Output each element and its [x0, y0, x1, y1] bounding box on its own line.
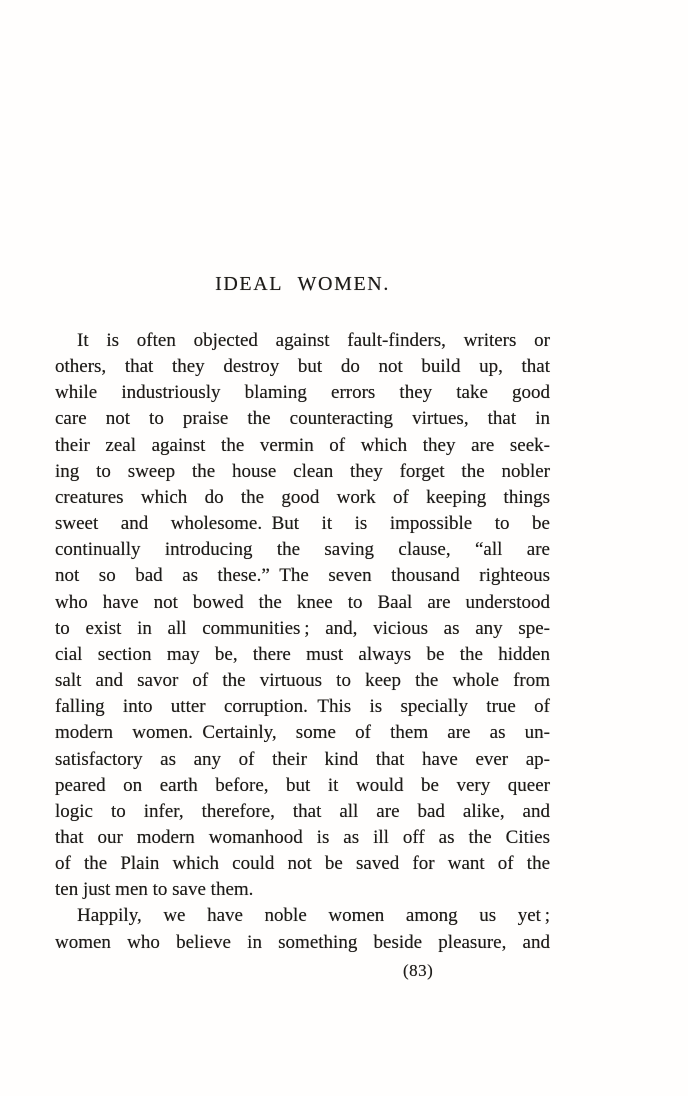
text-line: who have not bowed the knee to Baal are understood [55, 591, 550, 613]
text-line: of the Plain which could not be saved for want of the [55, 853, 550, 875]
page-body [55, 328, 550, 956]
text-line: Happily, we have noble women among us yet ; [77, 905, 550, 927]
text-line: others, that they destroy but do not build up, that [55, 356, 550, 378]
text-line: logic to infer, therefore, that all are bad alike, and [55, 800, 550, 822]
text-line: that our modern womanhood is as ill off as the Cities [55, 826, 550, 848]
text-line: women who believe in something beside pleasure, and [55, 931, 550, 953]
text-line: modern women. Certainly, some of them are as un- [55, 722, 550, 744]
text-line: while industriously blaming errors they take good [55, 382, 550, 404]
text-line: creatures which do the good work of keeping things [55, 486, 550, 508]
text-line: peared on earth before, but it would be very queer [55, 774, 550, 796]
text-line: their zeal against the vermin of which they are seek- [55, 434, 550, 456]
text-line: care not to praise the counteracting virtues, that in [55, 408, 550, 430]
text-line: ing to sweep the house clean they forget the nobler [55, 460, 550, 482]
text-line: to exist in all communities ; and, vicious as any spe- [55, 617, 550, 639]
text-line: sweet and wholesome. But it is impossible to be [55, 513, 550, 535]
text-line: ten just men to save them. [55, 879, 254, 901]
page-number: (83) [403, 961, 434, 980]
text-line: satisfactory as any of their kind that have ever ap- [55, 748, 550, 770]
text-line: cial section may be, there must always be the hidden [55, 643, 550, 665]
text-line: salt and savor of the virtuous to keep the whole from [55, 670, 550, 692]
page-title: IDEAL WOMEN. [215, 273, 390, 295]
text-line: continually introducing the saving clause, “all are [55, 539, 550, 561]
text-line: falling into utter corruption. This is specially true of [55, 696, 550, 718]
text-line: It is often objected against fault-finders, writers or [77, 330, 550, 351]
text-line: not so bad as these.” The seven thousand righteous [55, 565, 550, 587]
